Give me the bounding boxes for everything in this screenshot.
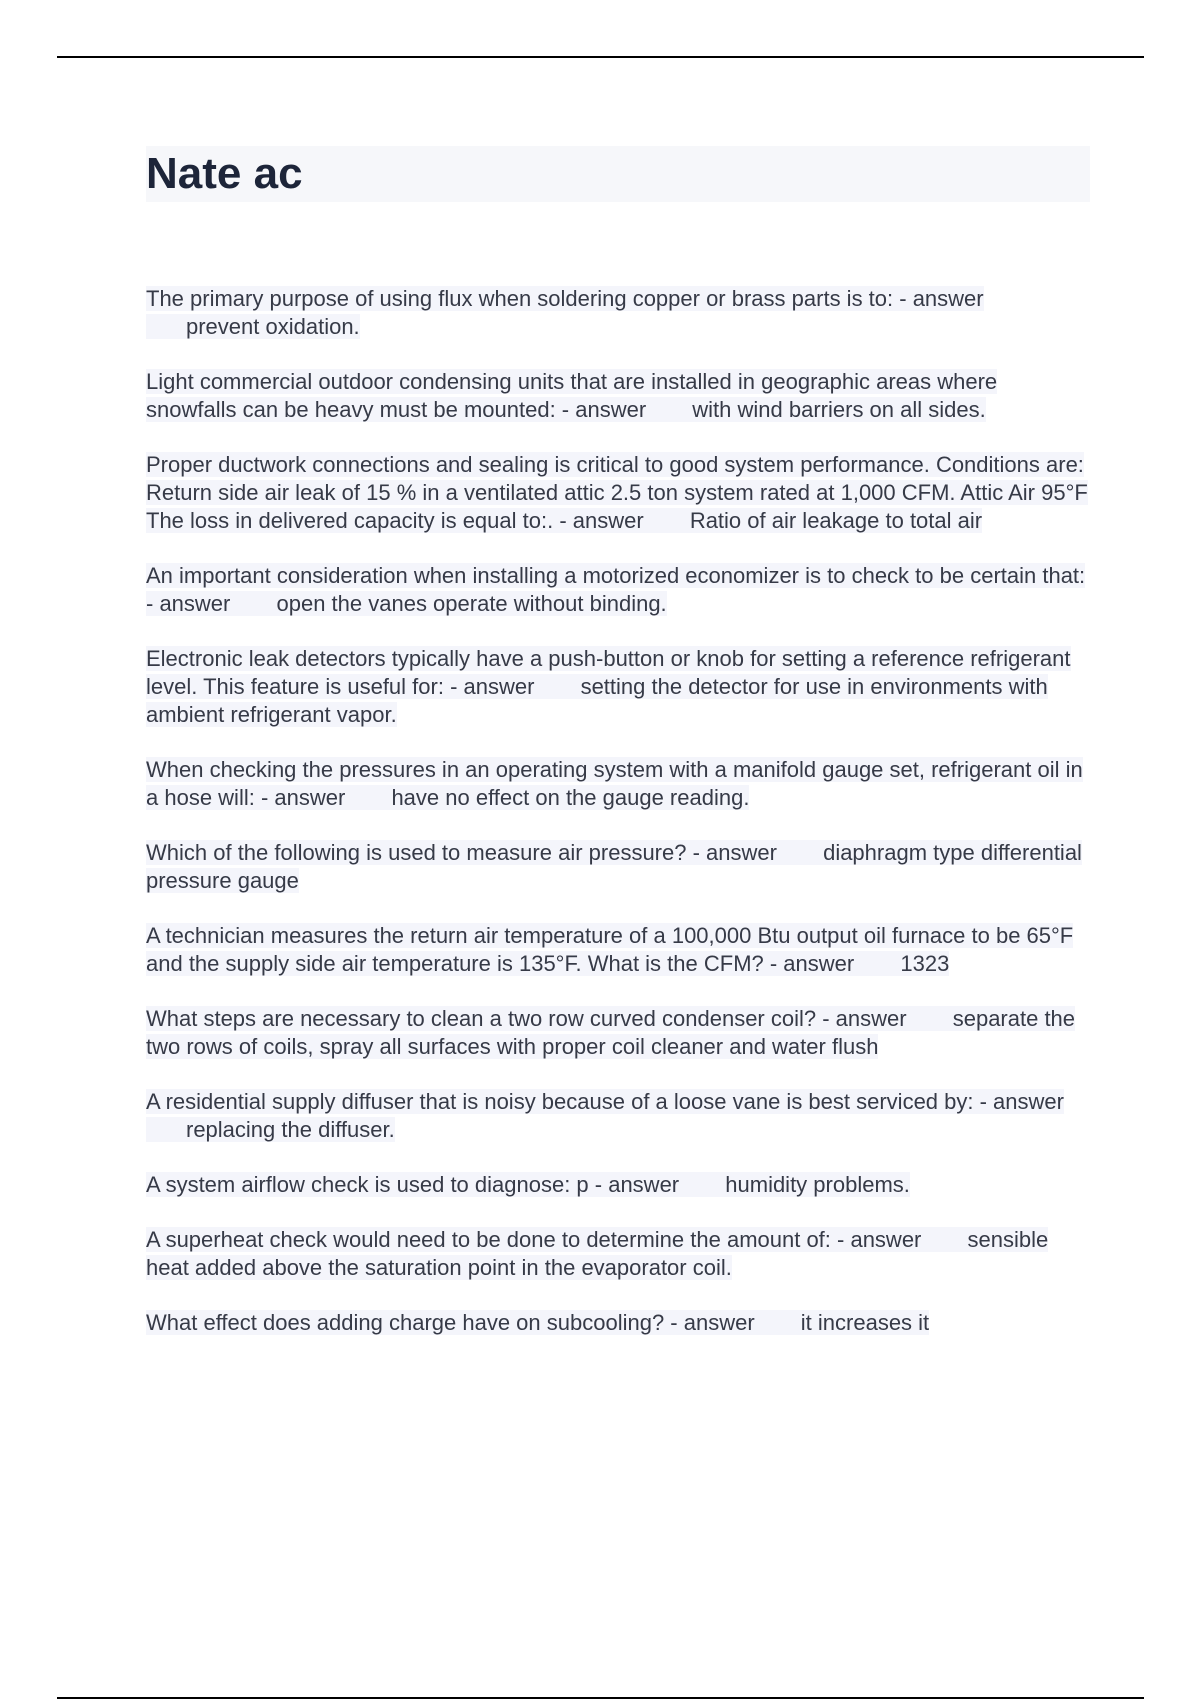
answer-text: humidity problems. <box>725 1172 910 1197</box>
answer-text: separate the two rows of coils, spray all surfaces with proper coil cleaner and water flush <box>146 1006 1076 1059</box>
qa-item <box>146 1226 1092 1282</box>
qa-highlight <box>146 840 1082 893</box>
qa-highlight <box>146 1227 1048 1280</box>
qa-item <box>146 562 1092 618</box>
answer-text: with wind barriers on all sides. <box>692 397 986 422</box>
top-rule <box>57 56 1144 58</box>
question-text: What steps are necessary to clean a two row curved condenser coil? - answer <box>146 1006 907 1031</box>
question-text: The primary purpose of using flux when soldering copper or brass parts is to: - answer <box>146 286 984 311</box>
qa-item <box>146 1005 1092 1061</box>
answer-text: setting the detector for use in environments with ambient refrigerant vapor. <box>146 674 1048 727</box>
qa-highlight <box>146 1172 910 1197</box>
question-text: Proper ductwork connections and sealing is critical to good system performance. Conditions are: Return side air leak of 15 % in a ventilated attic 2.5 ton system rated at 1,000 CFM. Attic Air 95°F The loss in delivered capacity is equal to:. - answer <box>146 452 1088 533</box>
answer-text: sensible heat added above the saturation point in the evaporator coil. <box>146 1227 1049 1280</box>
qa-item <box>146 285 1092 341</box>
qa-highlight <box>146 757 1083 810</box>
qa-highlight <box>146 369 997 422</box>
answer-text: replacing the diffuser. <box>186 1117 395 1142</box>
qa-highlight <box>146 646 1071 727</box>
qa-item <box>146 839 1092 895</box>
qa-list <box>146 285 1092 1364</box>
question-text: What effect does adding charge have on subcooling? - answer <box>146 1310 755 1335</box>
answer-text: Ratio of air leakage to total air <box>689 508 983 533</box>
page-title: Nate ac <box>146 149 303 198</box>
qa-item <box>146 368 1092 424</box>
qa-highlight <box>146 1006 1075 1059</box>
question-text: An important consideration when installing a motorized economizer is to check to be certain that: - answer <box>146 563 1086 616</box>
question-text: Electronic leak detectors typically have a push-button or knob for setting a reference refrigerant level. This feature is useful for: - answer <box>146 646 1071 699</box>
bottom-rule <box>57 1697 1144 1699</box>
qa-highlight <box>146 1310 929 1335</box>
question-text: A system airflow check is used to diagnose: p - answer <box>146 1172 680 1197</box>
qa-highlight <box>146 923 1073 976</box>
qa-highlight <box>146 1089 1064 1142</box>
qa-item <box>146 1088 1092 1144</box>
question-text: A superheat check would need to be done to determine the amount of: - answer <box>146 1227 922 1252</box>
qa-item <box>146 756 1092 812</box>
question-text: When checking the pressures in an operating system with a manifold gauge set, refrigerant oil in a hose will: - answer <box>146 757 1083 810</box>
answer-text: it increases it <box>800 1310 930 1335</box>
question-text: A residential supply diffuser that is noisy because of a loose vane is best serviced by: - answer <box>146 1089 1064 1114</box>
qa-item <box>146 922 1092 978</box>
qa-highlight <box>146 563 1085 616</box>
question-text: A technician measures the return air temperature of a 100,000 Btu output oil furnace to be 65°F and the supply side air temperature is 135°F. What is the CFM? - answer <box>146 923 1074 976</box>
answer-text: open the vanes operate without binding. <box>276 591 667 616</box>
qa-highlight <box>146 452 1088 533</box>
answer-text: diaphragm type differential pressure gauge <box>146 840 1082 893</box>
qa-item <box>146 1309 1092 1337</box>
question-text: Light commercial outdoor condensing units that are installed in geographic areas where snowfalls can be heavy must be mounted: - answer <box>146 369 998 422</box>
answer-text: have no effect on the gauge reading. <box>391 785 750 810</box>
qa-highlight <box>146 286 984 339</box>
answer-text: 1323 <box>900 951 950 976</box>
answer-text: prevent oxidation. <box>186 314 360 339</box>
question-text: Which of the following is used to measure air pressure? - answer <box>146 840 777 865</box>
qa-item <box>146 451 1092 535</box>
qa-item <box>146 1171 1092 1199</box>
qa-item <box>146 645 1092 729</box>
